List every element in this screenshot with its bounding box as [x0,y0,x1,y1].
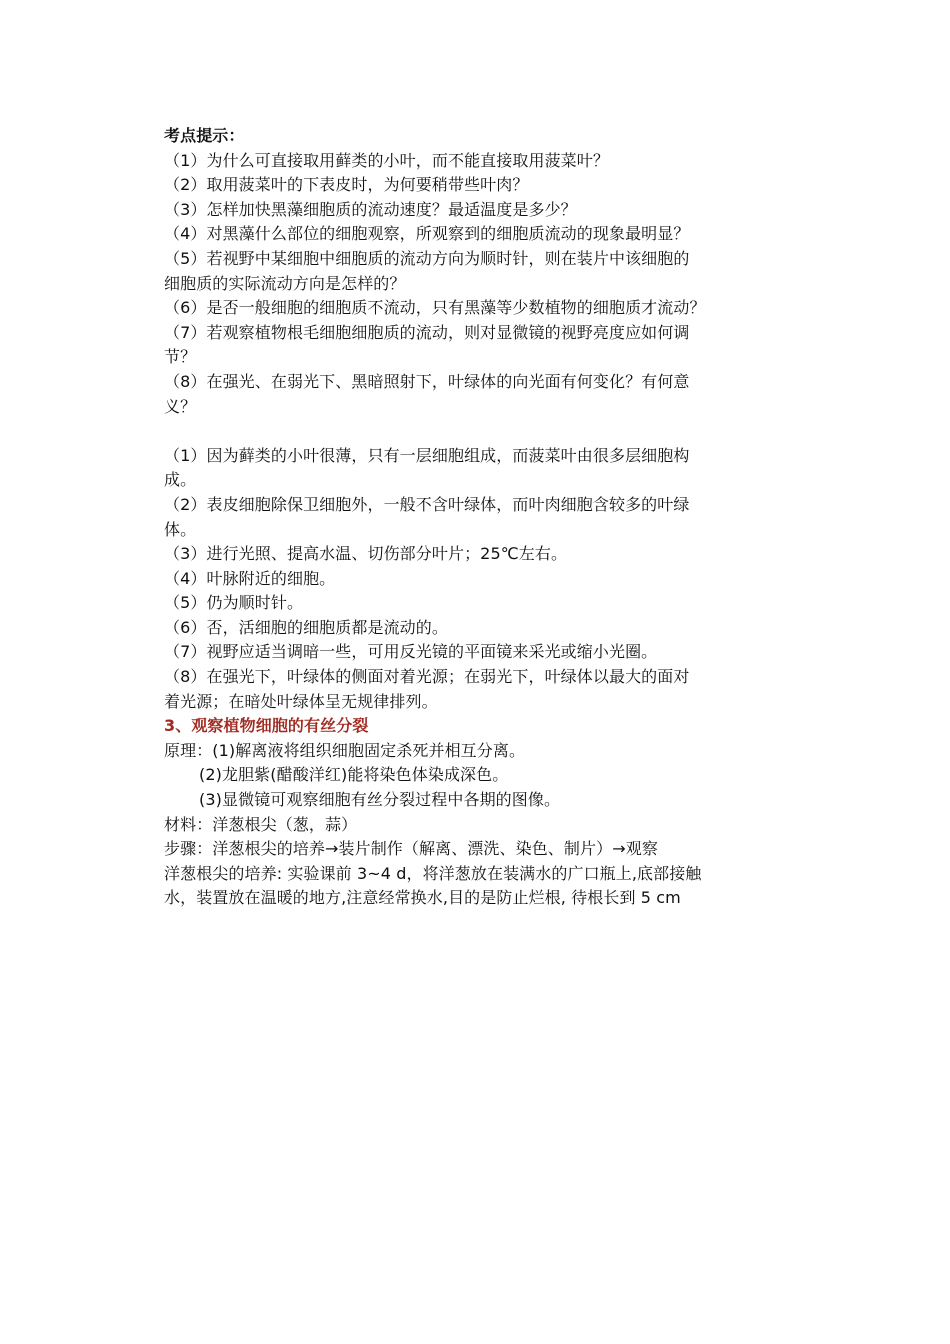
question-line: 节？ [164,347,197,367]
answer-line: （5）仍为顺时针。 [164,593,304,613]
answer-line: 体。 [164,519,197,539]
steps-line: 步骤：洋葱根尖的培养→装片制作（解离、漂洗、染色、制片）→观察 [164,839,658,859]
principle-line-3: (3)显微镜可观察细胞有丝分裂过程中各期的图像。 [199,790,561,810]
answer-line: （8）在强光下，叶绿体的侧面对着光源；在弱光下，叶绿体以最大的面对 [164,667,690,687]
materials-line: 材料：洋葱根尖（葱，蒜） [164,814,358,834]
section-heading: 3、观察植物细胞的有丝分裂 [164,716,369,736]
answer-line: （1）因为藓类的小叶很薄，只有一层细胞组成，而菠菜叶由很多层细胞构 [164,445,690,465]
paragraph-gap [164,419,804,444]
answer-line: （7）视野应适当调暗一些，可用反光镜的平面镜来采光或缩小光圈。 [164,642,658,662]
question-line: （3）怎样加快黑藻细胞质的流动速度？最适温度是多少？ [164,199,577,219]
answer-line: （6）否，活细胞的细胞质都是流动的。 [164,617,448,637]
document-body [164,124,804,911]
tips-title: 考点提示： [164,126,245,145]
question-line: （8）在强光、在弱光下、黑暗照射下，叶绿体的向光面有何变化？有何意 [164,371,690,391]
answer-line: （2）表皮细胞除保卫细胞外，一般不含叶绿体，而叶肉细胞含较多的叶绿 [164,494,690,514]
question-line: （5）若视野中某细胞中细胞质的流动方向为顺时针，则在装片中该细胞的 [164,248,690,268]
answer-line: 着光源；在暗处叶绿体呈无规律排列。 [164,691,438,711]
principle-line-2: (2)龙胆紫(醋酸洋红)能将染色体染成深色。 [199,765,509,785]
culture-line: 洋葱根尖的培养: 实验课前 3~4 d，将洋葱放在装满水的广口瓶上,底部接触 [164,863,702,883]
question-line: （1）为什么可直接取用藓类的小叶，而不能直接取用菠菜叶？ [164,150,609,170]
answer-list [164,444,804,715]
question-line: （4）对黑藻什么部位的细胞观察，所观察到的细胞质流动的现象最明显？ [164,224,690,244]
answer-line: （4）叶脉附近的细胞。 [164,568,336,588]
question-line: 义？ [164,396,197,416]
question-line: 细胞质的实际流动方向是怎样的？ [164,273,406,293]
culture-line: 水，装置放在温暖的地方,注意经常换水,目的是防止烂根, 待根长到 5 cm [164,888,681,908]
question-line: （2）取用菠菜叶的下表皮时，为何要稍带些叶肉？ [164,175,529,195]
principle-line-1: 原理：(1)解离液将组织细胞固定杀死并相互分离。 [164,740,526,760]
answer-line: （3）进行光照、提高水温、切伤部分叶片；25℃左右。 [164,544,568,564]
question-line: （7）若观察植物根毛细胞细胞质的流动，则对显微镜的视野亮度应如何调 [164,322,690,342]
answer-line: 成。 [164,470,197,490]
question-list [164,149,804,420]
question-line: （6）是否一般细胞的细胞质不流动，只有黑藻等少数植物的细胞质才流动？ [164,298,706,318]
